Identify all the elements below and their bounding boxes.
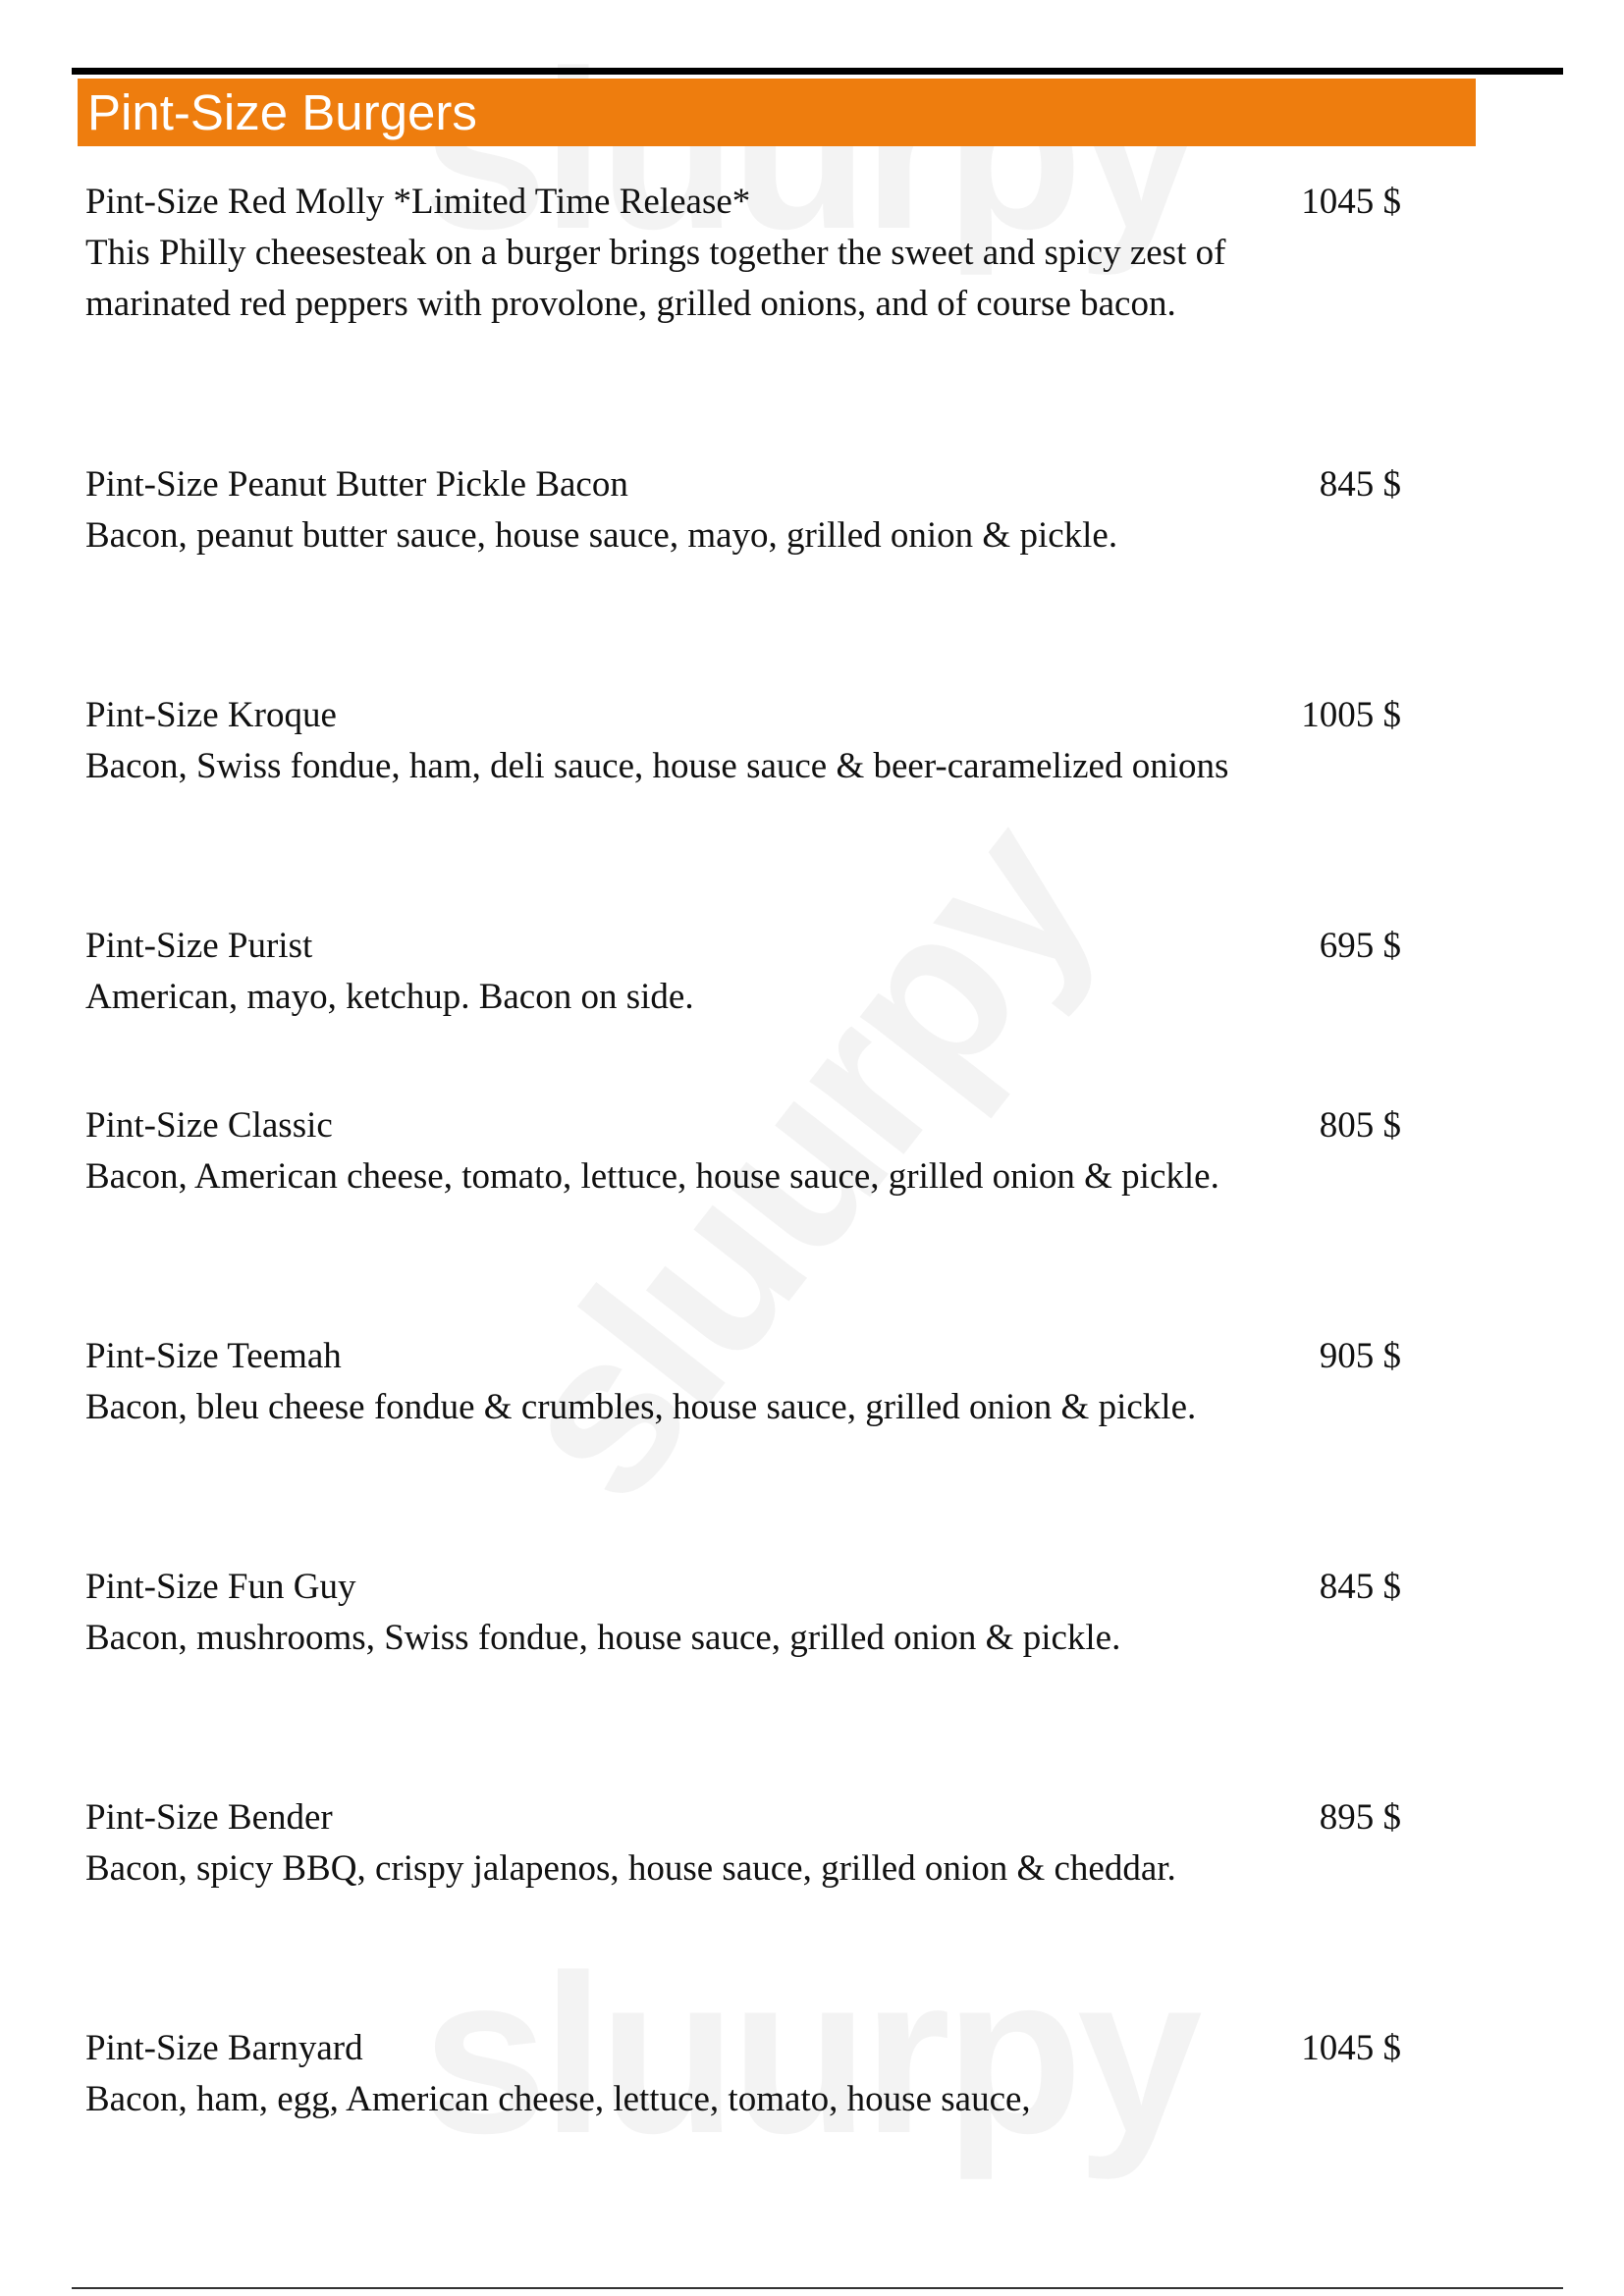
item-price: 895 $ xyxy=(1319,1797,1401,1838)
item-description: Bacon, ham, egg, American cheese, lettuce, tomato, house sauce, xyxy=(85,2079,1031,2119)
item-price: 905 $ xyxy=(1319,1336,1401,1376)
item-description: Bacon, American cheese, tomato, lettuce, house sauce, grilled onion & pickle. xyxy=(85,1156,1219,1197)
item-name: Pint-Size Teemah xyxy=(85,1336,342,1376)
item-description: Bacon, mushrooms, Swiss fondue, house sauce, grilled onion & pickle. xyxy=(85,1618,1121,1658)
item-description: Bacon, spicy BBQ, crispy jalapenos, house sauce, grilled onion & cheddar. xyxy=(85,1848,1176,1889)
item-price: 1045 $ xyxy=(1301,2028,1401,2068)
item-description: Bacon, bleu cheese fondue & crumbles, house sauce, grilled onion & pickle. xyxy=(85,1387,1197,1427)
item-price: 695 $ xyxy=(1319,926,1401,966)
item-name: Pint-Size Fun Guy xyxy=(85,1567,356,1607)
top-rule xyxy=(72,68,1563,75)
menu-item xyxy=(85,1331,1401,1433)
menu-item xyxy=(85,921,1401,1023)
item-description: Bacon, peanut butter sauce, house sauce, mayo, grilled onion & pickle. xyxy=(85,515,1118,556)
menu-item xyxy=(85,1792,1401,1895)
item-price: 845 $ xyxy=(1319,1567,1401,1607)
item-name: Pint-Size Classic xyxy=(85,1105,333,1146)
item-description: Bacon, Swiss fondue, ham, deli sauce, house sauce & beer-caramelized onions xyxy=(85,746,1229,786)
item-name: Pint-Size Peanut Butter Pickle Bacon xyxy=(85,464,628,505)
item-price: 1005 $ xyxy=(1301,695,1401,735)
menu-item xyxy=(85,459,1401,561)
item-name: Pint-Size Kroque xyxy=(85,695,337,735)
item-name: Pint-Size Barnyard xyxy=(85,2028,363,2068)
menu-item xyxy=(85,2023,1401,2125)
item-name: Pint-Size Red Molly *Limited Time Release* xyxy=(85,182,751,222)
item-description: This Philly cheesesteak on a burger brings together the sweet and spicy zest of marinated red peppers with provolone, grilled onions, and of course bacon. xyxy=(85,233,1226,324)
item-description: American, mayo, ketchup. Bacon on side. xyxy=(85,977,694,1017)
menu-item xyxy=(85,690,1401,792)
menu-item xyxy=(85,177,1401,330)
item-price: 805 $ xyxy=(1319,1105,1401,1146)
section-title: Pint-Size Burgers xyxy=(87,84,477,140)
item-price: 845 $ xyxy=(1319,464,1401,505)
item-name: Pint-Size Purist xyxy=(85,926,313,966)
bottom-rule xyxy=(72,2287,1563,2289)
menu-item xyxy=(85,1562,1401,1664)
item-name: Pint-Size Bender xyxy=(85,1797,333,1838)
section-header xyxy=(78,79,1476,146)
menu-item xyxy=(85,1100,1401,1202)
item-price: 1045 $ xyxy=(1301,182,1401,222)
